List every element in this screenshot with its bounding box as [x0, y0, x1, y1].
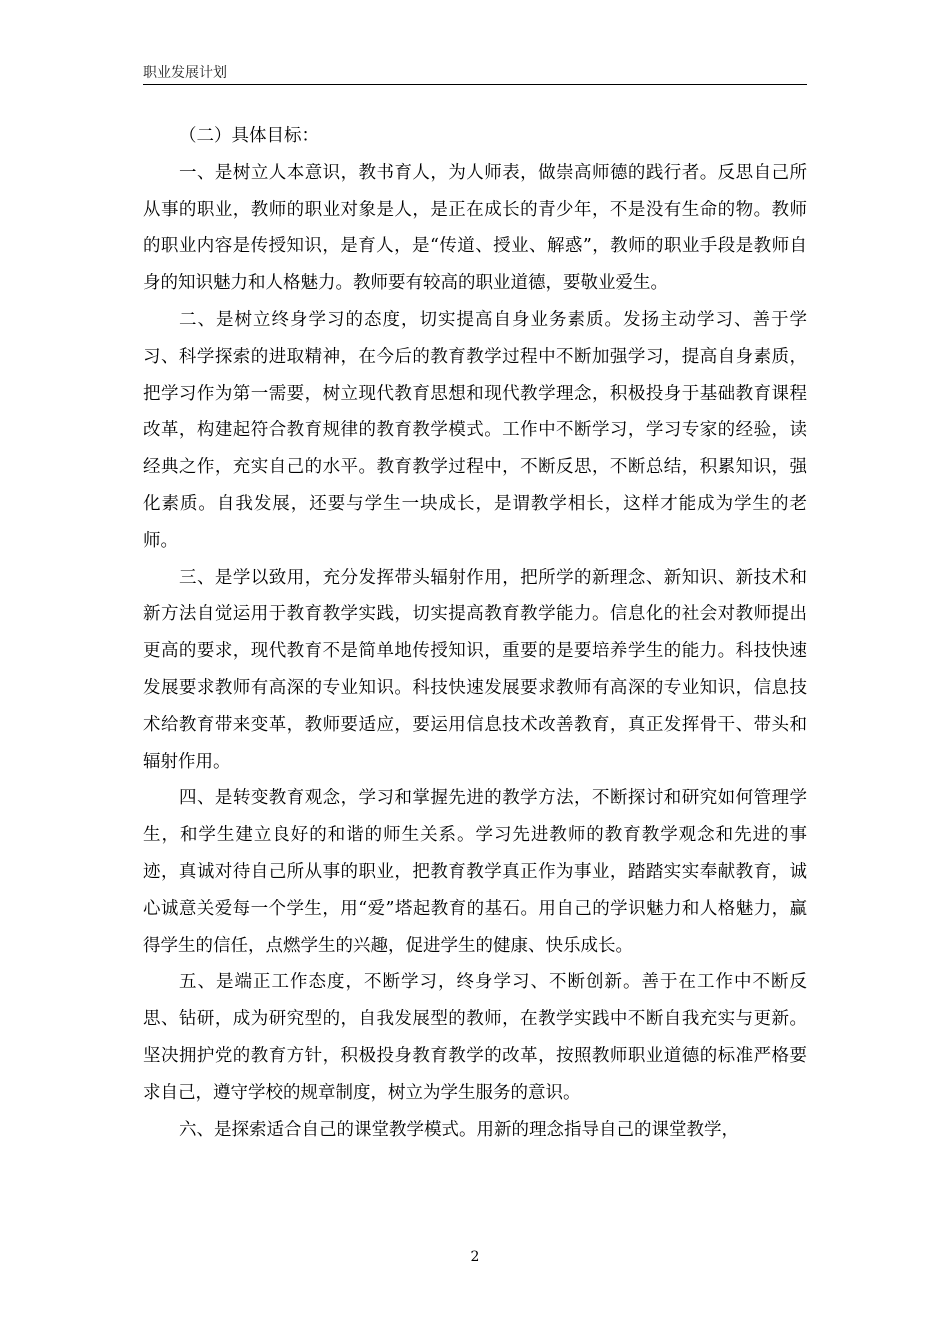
- page-number: 2: [470, 1249, 480, 1265]
- running-header: 职业发展计划: [143, 65, 227, 81]
- document-body: [143, 118, 807, 1148]
- section-heading: （二）具体目标：: [179, 126, 319, 146]
- paragraph-goal-3: 三、是学以致用，充分发挥带头辐射作用，把所学的新理念、新知识、新技术和新方法自觉运用于教育教学实践，切实提高教育教学能力。信息化的社会对教师提出更高的要求，现代教育不是简单地传授知识，重要的是要培养学生的能力。科技快速发展要求教师有高深的专业知识。科技快速发展要求教师有高深的专业知识，信息技术给教育带来变革，教师要适应，要运用信息技术改善教育，真正发挥骨干、带头和辐射作用。: [143, 567, 807, 772]
- paragraph-goal-5: 五、是端正工作态度，不断学习，终身学习、不断创新。善于在工作中不断反思、钻研，成为研究型的，自我发展型的教师，在教学实践中不断自我充实与更新。坚决拥护党的教育方针，积极投身教育教学的改革，按照教师职业道德的标准严格要求自己，遵守学校的规章制度，树立为学生服务的意识。: [143, 972, 807, 1103]
- paragraph-goal-4: 四、是转变教育观念，学习和掌握先进的教学方法，不断探讨和研究如何管理学生，和学生建立良好的和谐的师生关系。学习先进教师的教育教学观念和先进的事迹，真诚对待自己所从事的职业，把教育教学真正作为事业，踏踏实实奉献教育，诚心诚意关爱每一个学生，用“爱”塔起教育的基石。用自己的学识魅力和人格魅力，赢得学生的信任，点燃学生的兴趣，促进学生的健康、快乐成长。: [143, 788, 807, 956]
- paragraph-goal-6: 六、是探索适合自己的课堂教学模式。用新的理念指导自己的课堂教学，: [179, 1119, 739, 1140]
- paragraph-goal-2: 二、是树立终身学习的态度，切实提高自身业务素质。发扬主动学习、善于学习、科学探索的进取精神，在今后的教育教学过程中不断加强学习，提高自身素质，把学习作为第一需要，树立现代教育思想和现代教学理念，积极投身于基础教育课程改革，构建起符合教育规律的教育教学模式。工作中不断学习，学习专家的经验，读经典之作，充实自己的水平。教育教学过程中，不断反思，不断总结，积累知识，强化素质。自我发展，还要与学生一块成长，是谓教学相长，这样才能成为学生的老师。: [143, 309, 807, 551]
- header-divider: [143, 84, 807, 85]
- paragraph-goal-1: 一、是树立人本意识，教书育人，为人师表，做崇高师德的践行者。反思自己所从事的职业，教师的职业对象是人，是正在成长的青少年，不是没有生命的物。教师的职业内容是传授知识，是育人，是“传道、授业、解惑”，教师的职业手段是教师自身的知识魅力和人格魅力。教师要有较高的职业道德，要敬业爱生。: [143, 162, 807, 294]
